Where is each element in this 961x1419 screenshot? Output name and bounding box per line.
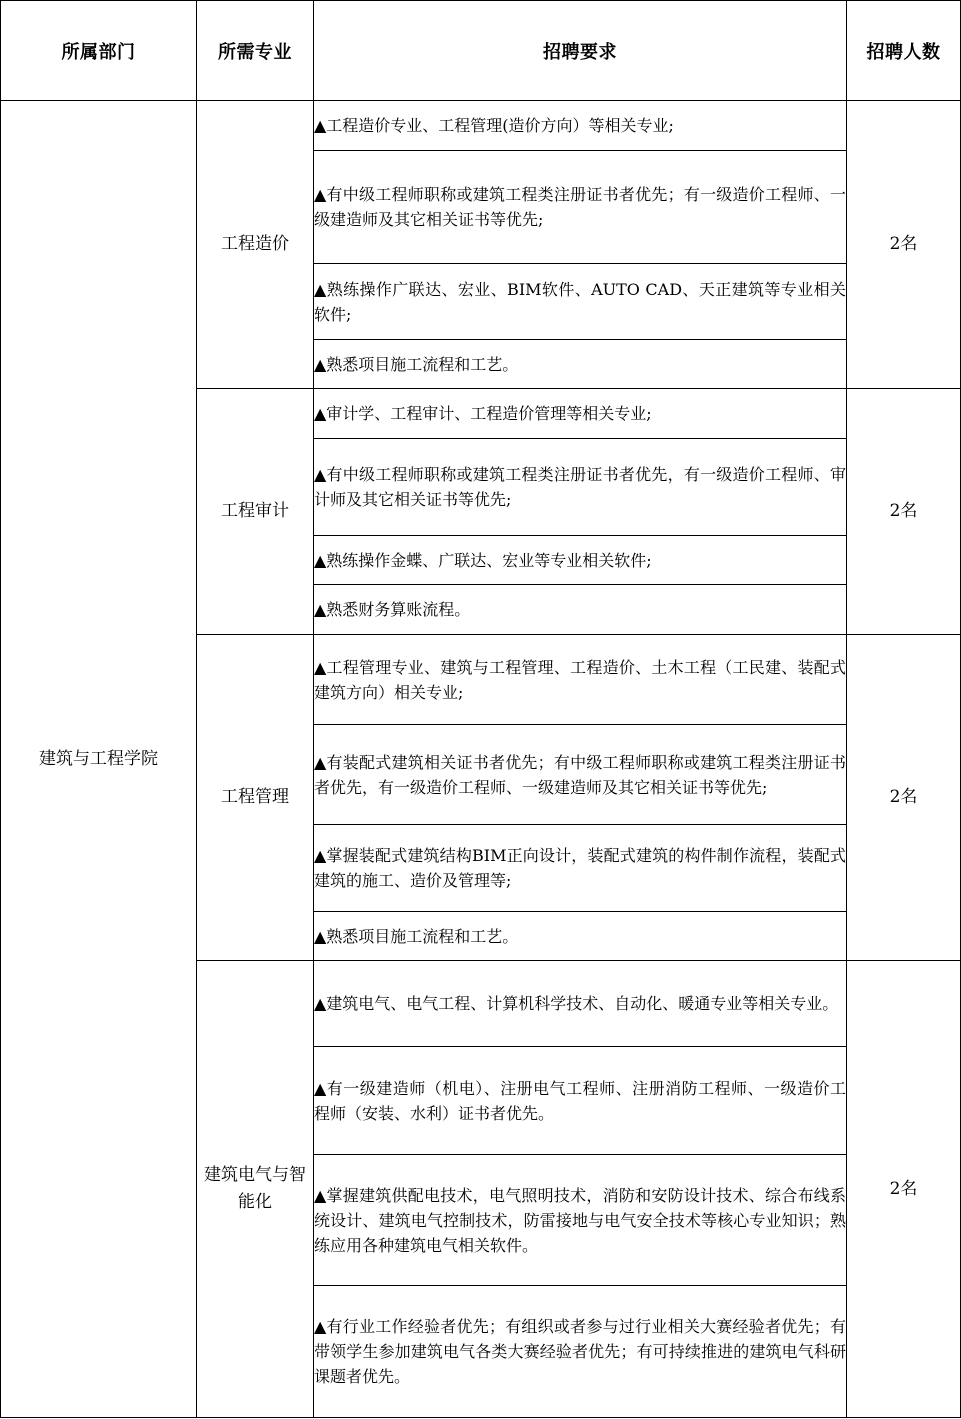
requirement-text: ▲工程造价专业、工程管理(造价方向）等相关专业; [314,116,674,135]
requirement-cell [314,101,847,151]
header-row [1,1,961,101]
requirement-text: ▲掌握建筑供配电技术，电气照明技术，消防和安防设计技术、综合布线系统设计、建筑电气控制技术，防雷接地与电气安全技术等核心专业知识；熟练应用各种建筑电气相关软件。 [314,1185,846,1255]
table-row [1,101,961,151]
department-cell: 建筑与工程学院 [1,101,197,1418]
requirement-cell [314,264,847,340]
requirement-text: ▲工程管理专业、建筑与工程管理、工程造价、土木工程（工民建、装配式建筑方向）相关专业; [314,657,846,702]
header-department: 所属部门 [1,1,197,101]
count-cell: 2名 [847,389,961,635]
count-cell: 2名 [847,961,961,1418]
requirement-text: ▲掌握装配式建筑结构BIM正向设计，装配式建筑的构件制作流程，装配式建筑的施工、造价及管理等; [314,846,846,890]
header-major: 所需专业 [197,1,314,101]
requirement-text: ▲建筑电气、电气工程、计算机科学技术、自动化、暖通专业等相关专业。 [314,994,839,1013]
count-cell: 2名 [847,101,961,389]
requirement-cell [314,536,847,585]
requirement-cell [314,635,847,725]
requirement-cell [314,1155,847,1286]
requirement-cell [314,585,847,635]
requirement-text: ▲熟练操作广联达、宏业、BIM软件、AUTO CAD、天正建筑等专业相关软件; [314,279,846,324]
requirement-cell [314,151,847,264]
requirement-text: ▲审计学、工程审计、工程造价管理等相关专业; [314,404,652,423]
requirement-cell [314,825,847,912]
requirement-text: ▲有一级建造师（机电）、注册电气工程师、注册消防工程师、一级造价工程师（安装、水利）证书者优先。 [314,1078,846,1123]
requirement-cell [314,340,847,389]
requirement-cell [314,961,847,1047]
requirement-text: ▲熟悉项目施工流程和工艺。 [314,926,519,946]
major-cell: 建筑电气与智能化 [197,961,314,1418]
requirement-cell [314,725,847,825]
requirement-text: ▲熟练操作金蝶、广联达、宏业等专业相关软件; [314,550,652,570]
requirement-cell [314,912,847,961]
requirement-cell [314,439,847,536]
requirement-text: ▲有中级工程师职称或建筑工程类注册证书者优先，有一级造价工程师、审计师及其它相关证书等优先; [314,465,846,509]
requirement-text: ▲有装配式建筑相关证书者优先；有中级工程师职称或建筑工程类注册证书者优先，有一级造价工程师、一级建造师及其它相关证书等优先; [314,752,846,797]
major-cell: 工程造价 [197,101,314,389]
header-requirements: 招聘要求 [314,1,847,101]
requirement-text: ▲熟悉项目施工流程和工艺。 [314,354,519,374]
requirement-cell [314,1286,847,1418]
count-cell: 2名 [847,635,961,961]
major-cell: 工程审计 [197,389,314,635]
header-count: 招聘人数 [847,1,961,101]
requirement-text: ▲有中级工程师职称或建筑工程类注册证书者优先；有一级造价工程师、一级建造师及其它相关证书等优先; [314,185,846,229]
major-cell: 工程管理 [197,635,314,961]
requirement-cell [314,389,847,439]
requirement-text: ▲熟悉财务算账流程。 [314,600,471,619]
requirement-text: ▲有行业工作经验者优先；有组织或者参与过行业相关大赛经验者优先；有带领学生参加建筑电气各类大赛经验者优先；有可持续推进的建筑电气科研课题者优先。 [314,1317,846,1386]
requirement-cell [314,1047,847,1155]
